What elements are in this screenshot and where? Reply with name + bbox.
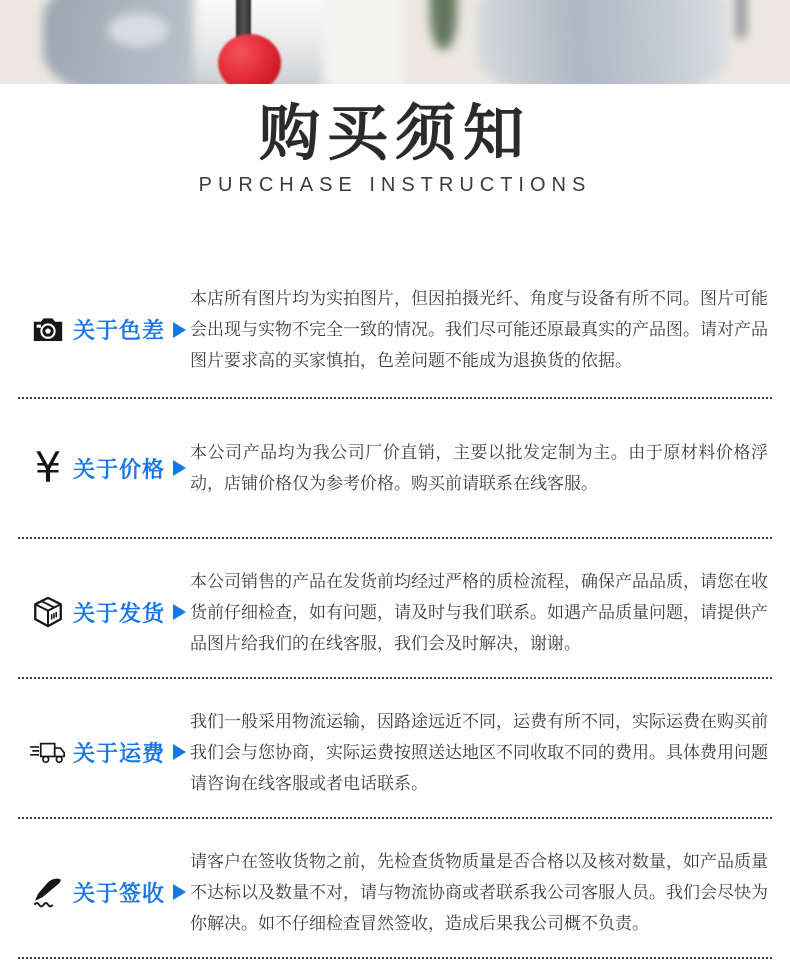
yuan-icon: ¥ [34, 443, 62, 492]
section-label: 关于色差 [73, 318, 166, 343]
section-price [0, 399, 790, 537]
title-block [0, 84, 790, 210]
truck-icon [28, 738, 68, 766]
section-text: 请客户在签收货物之前，先检查货物质量是否合格以及核对数量，如产品质量不达标以及数量不对，请与物流协商或者联系我公司客服人员。我们会尽快为你解决。如不仔细检查冒然签收，造成后果我公司概不负责。 [190, 851, 768, 933]
package-icon [28, 595, 68, 629]
arrow-right-icon [173, 884, 186, 900]
section-label-group [28, 313, 190, 347]
section-shipping [0, 539, 790, 677]
section-text: 本公司销售的产品在发货前均经过严格的质检流程，确保产品品质，请您在收货前仔细检查，如有问题，请及时与我们联系。如遇产品质量问题，请提供产品图片给我们的在线客服，我们会及时解决，谢谢。 [190, 571, 768, 653]
section-label-group [28, 875, 190, 909]
section-sign-receipt [0, 819, 790, 957]
bottom-spacer [0, 959, 790, 974]
product-photo [0, 0, 790, 84]
arrow-right-icon [173, 460, 186, 476]
page-title: 购买须知 [258, 99, 531, 167]
arrow-right-icon [173, 322, 186, 338]
section-freight [0, 679, 790, 817]
section-label-group [28, 443, 190, 492]
section-text: 我们一般采用物流运输，因路途远近不同，运费有所不同，实际运费在购买前我们会与您协商，实际运费按照送达地区不同收取不同的费用。具体费用问题请咨询在线客服或者电话联系。 [190, 711, 768, 793]
section-label: 关于运费 [73, 740, 166, 766]
arrow-right-icon [173, 604, 186, 620]
camera-icon [28, 313, 68, 347]
page-subtitle: PURCHASE INSTRUCTIONS [198, 174, 592, 196]
section-color-difference [0, 210, 790, 397]
product-photo-blur [0, 0, 790, 84]
section-label-group [28, 595, 190, 629]
section-label: 关于发货 [73, 600, 166, 626]
arrow-right-icon [173, 744, 186, 760]
pen-icon [28, 875, 68, 909]
section-text: 本公司产品均为我公司厂价直销，主要以批发定制为主。由于原材料价格浮动，店铺价格仅为参考价格。购买前请联系在线客服。 [190, 443, 768, 493]
section-text: 本店所有图片均为实拍图片，但因拍摄光纤、角度与设备有所不同。图片可能会出现与实物不完全一致的情况。我们尽可能还原最真实的产品图。请对产品图片要求高的买家慎拍，色差问题不能成为退换货的依据。 [190, 289, 768, 370]
section-label-group [28, 737, 190, 768]
section-label: 关于签收 [73, 880, 166, 906]
section-label: 关于价格 [73, 456, 166, 482]
red-knob [218, 34, 281, 84]
